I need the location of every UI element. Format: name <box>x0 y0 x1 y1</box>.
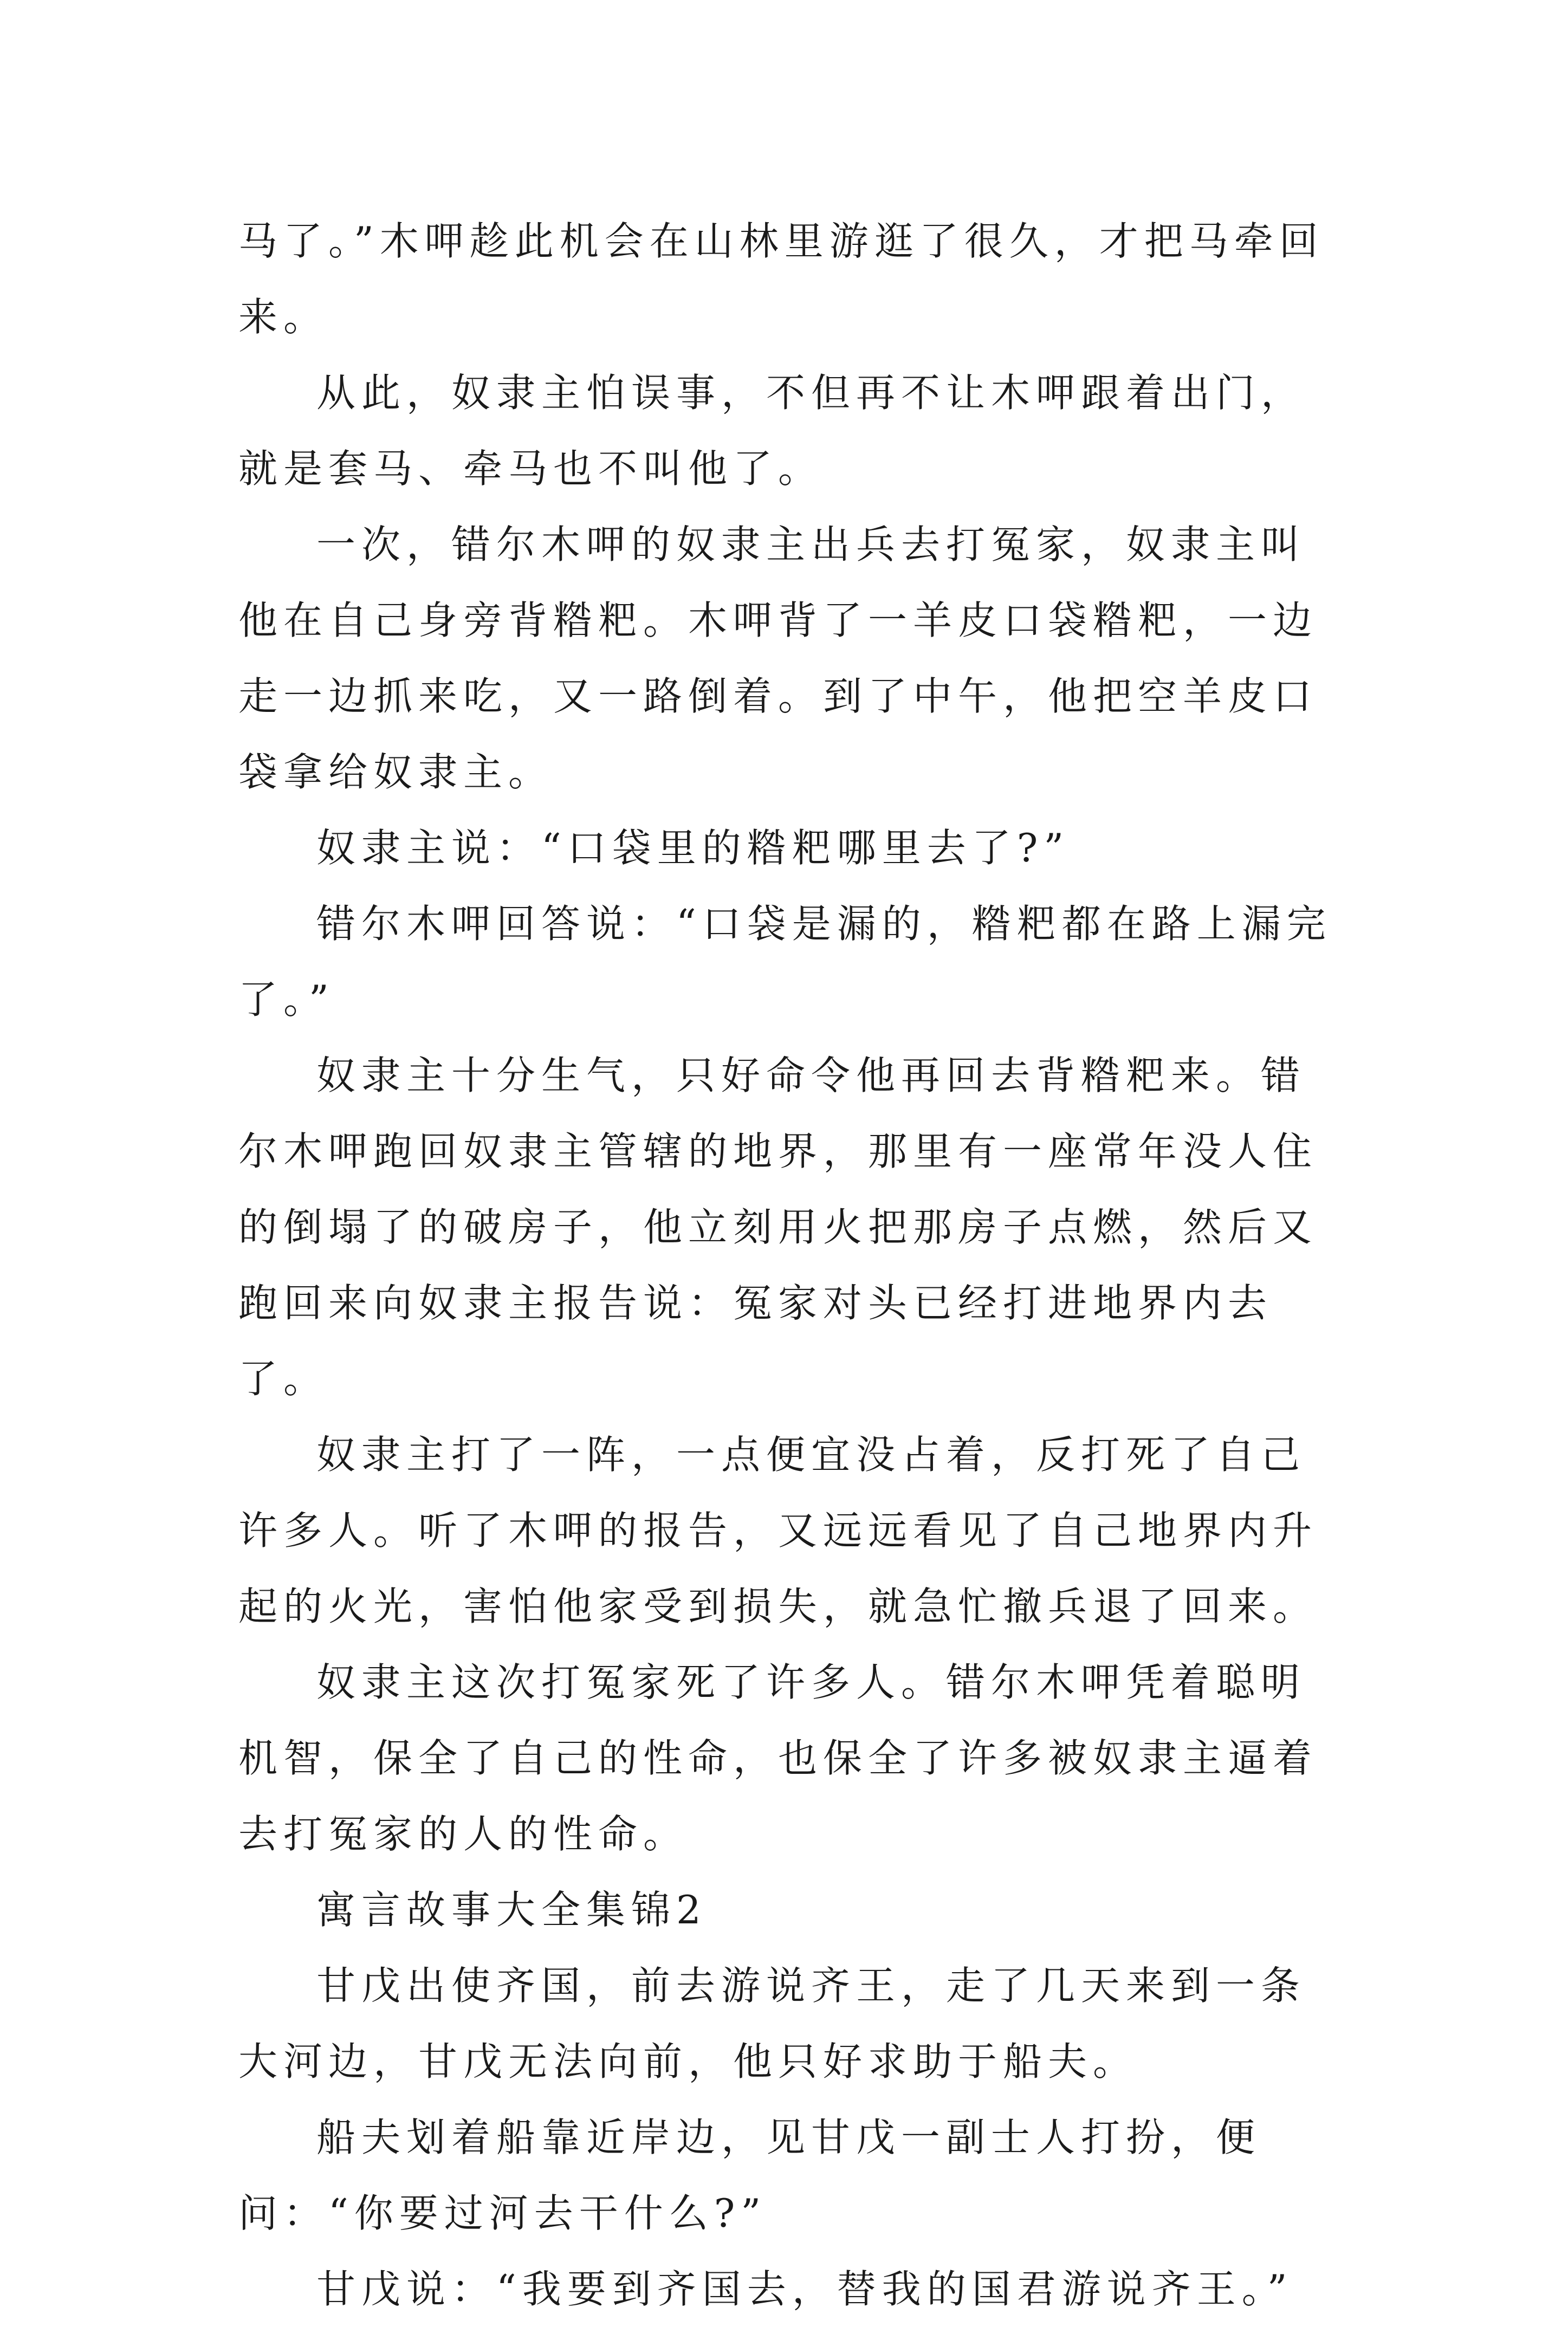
paragraph-1: 马了。”木呷趁此机会在山林里游逛了很久，才把马牵回来。 <box>238 218 1324 340</box>
paragraph-10: 甘戊出使齐国，前去游说齐王，走了几天来到一条大河边，甘戊无法向前，他只好求助于船夫。 <box>238 1963 1306 2084</box>
document-body <box>238 203 1338 2327</box>
paragraph-7: 奴隶主打了一阵，一点便宜没占着，反打死了自己许多人。听了木呷的报告，又远远看见了自己地界内升起的火光，害怕他家受到损失，就急忙撤兵退了回来。 <box>238 1432 1318 1629</box>
paragraph-12: 甘戊说：“我要到齐国去，替我的国君游说齐王。” <box>316 2266 1293 2312</box>
paragraph-6: 奴隶主十分生气，只好命令他再回去背糌粑来。错尔木呷跑回奴隶主管辖的地界，那里有一座常年没人住的倒塌了的破房子，他立刻用火把那房子点燃，然后又跑回来向奴隶主报告说：冤家对头已经打进地界内去了。 <box>238 1053 1318 1402</box>
paragraph-2: 从此，奴隶主怕误事，不但再不让木呷跟着出门，就是套马、牵马也不叫他了。 <box>238 370 1306 491</box>
section-heading: 寓言故事大全集锦2 <box>316 1887 707 1933</box>
paragraph-5: 错尔木呷回答说：“口袋是漏的，糌粑都在路上漏完了。” <box>238 901 1332 1022</box>
paragraph-3: 一次，错尔木呷的奴隶主出兵去打冤家，奴隶主叫他在自己身旁背糌粑。木呷背了一羊皮口袋糌粑，一边走一边抓来吃，又一路倒着。到了中午，他把空羊皮口袋拿给奴隶主。 <box>238 522 1318 795</box>
paragraph-4: 奴隶主说：“口袋里的糌粑哪里去了?” <box>316 825 1070 871</box>
paragraph-11: 船夫划着船靠近岸边，见甘戊一副士人打扮，便问：“你要过河去干什么?” <box>238 2115 1261 2236</box>
paragraph-8: 奴隶主这次打冤家死了许多人。错尔木呷凭着聪明机智，保全了自己的性命，也保全了许多被奴隶主逼着去打冤家的人的性命。 <box>238 1660 1318 1857</box>
